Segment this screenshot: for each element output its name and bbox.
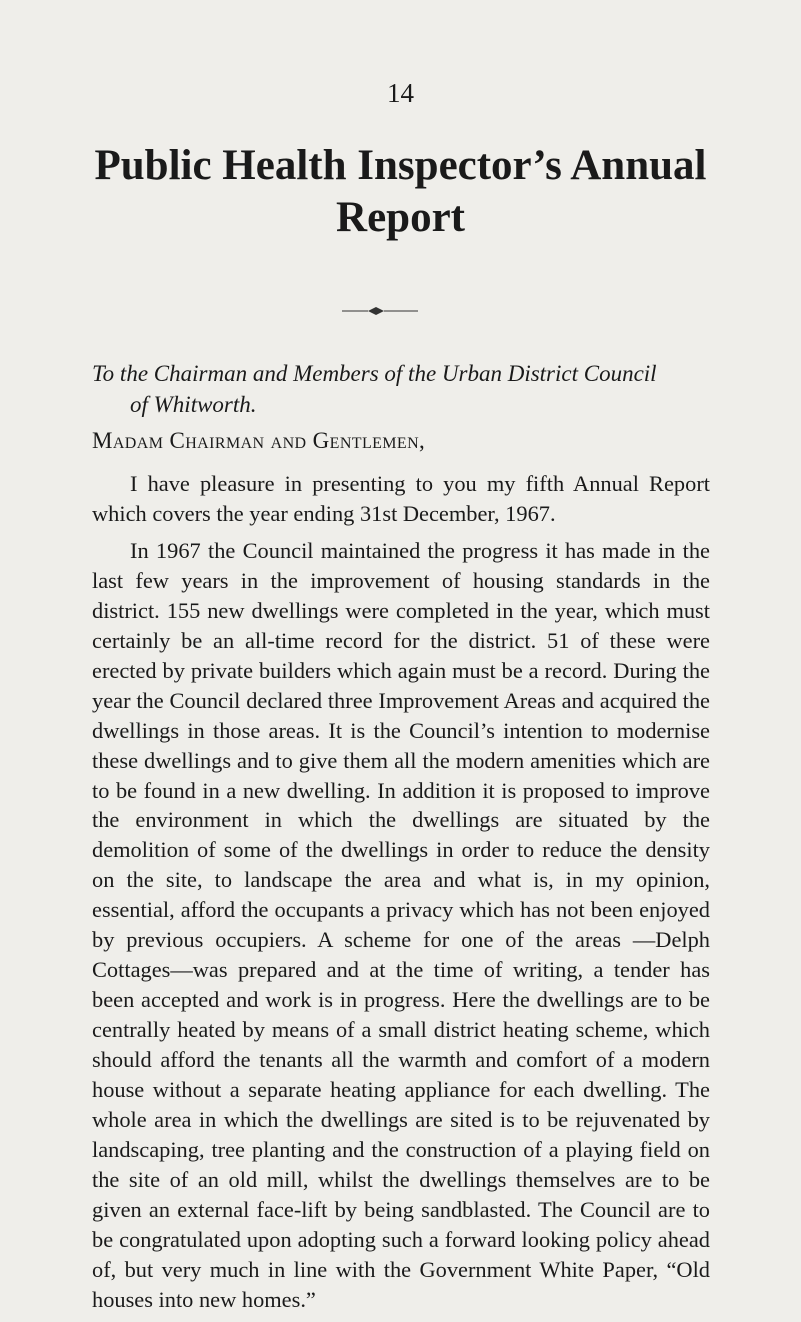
report-body	[92, 469, 710, 1322]
page-title: Public Health Inspector’s Annual Report	[94, 142, 707, 241]
ornamental-divider	[340, 301, 420, 321]
addressee	[92, 358, 712, 420]
addressee-line-2: of Whitworth.	[130, 392, 257, 417]
paragraph: I have pleasure in presenting to you my fifth Annual Report which covers the year ending 31st December, 1967.	[92, 471, 710, 526]
addressee-line-1: To the Chairman and Members of the Urban District Council	[92, 361, 657, 386]
page-number: 14	[387, 78, 414, 108]
paragraph: In 1967 the Council maintained the progress it has made in the last few years in the improvement of housing standards in the district. 155 new dwellings were completed in the year, which must certainly be an all-time record for the district. 51 of these were erected by private builders which again must be a record. During the year the Council declared three Improvement Areas and acquired the dwellings in those areas. It is the Council’s intention to modernise these dwellings and to give them all the modern amenities which are to be found in a new dwelling. In addition it is proposed to improve the environment in which the dwellings are situated by the demolition of some of the dwellings in order to reduce the density on the site, to landscape the area and what is, in my opinion, essential, afford the occupants a privacy which has not been enjoyed by previous occupiers. A scheme for one of the areas —Delph Cottages—was prepared and at the time of writing, a tender has been accepted and work is in progress. Here the dwellings are to be centrally heated by means of a small district heating scheme, which should afford the tenants all the warmth and comfort of a modern house without a separate heating appliance for each dwelling. The whole area in which the dwellings are sited is to be rejuvenated by landscaping, tree planting and the construction of a playing field on the site of an old mill, whilst the dwellings themselves are to be given an external face-lift by being sandblasted. The Council are to be congratulated upon adopting such a forward looking policy ahead of, but very much in line with the Government White Paper, “Old houses into new homes.”	[92, 537, 710, 1312]
salutation: Madam Chairman and Gentlemen,	[92, 428, 426, 453]
